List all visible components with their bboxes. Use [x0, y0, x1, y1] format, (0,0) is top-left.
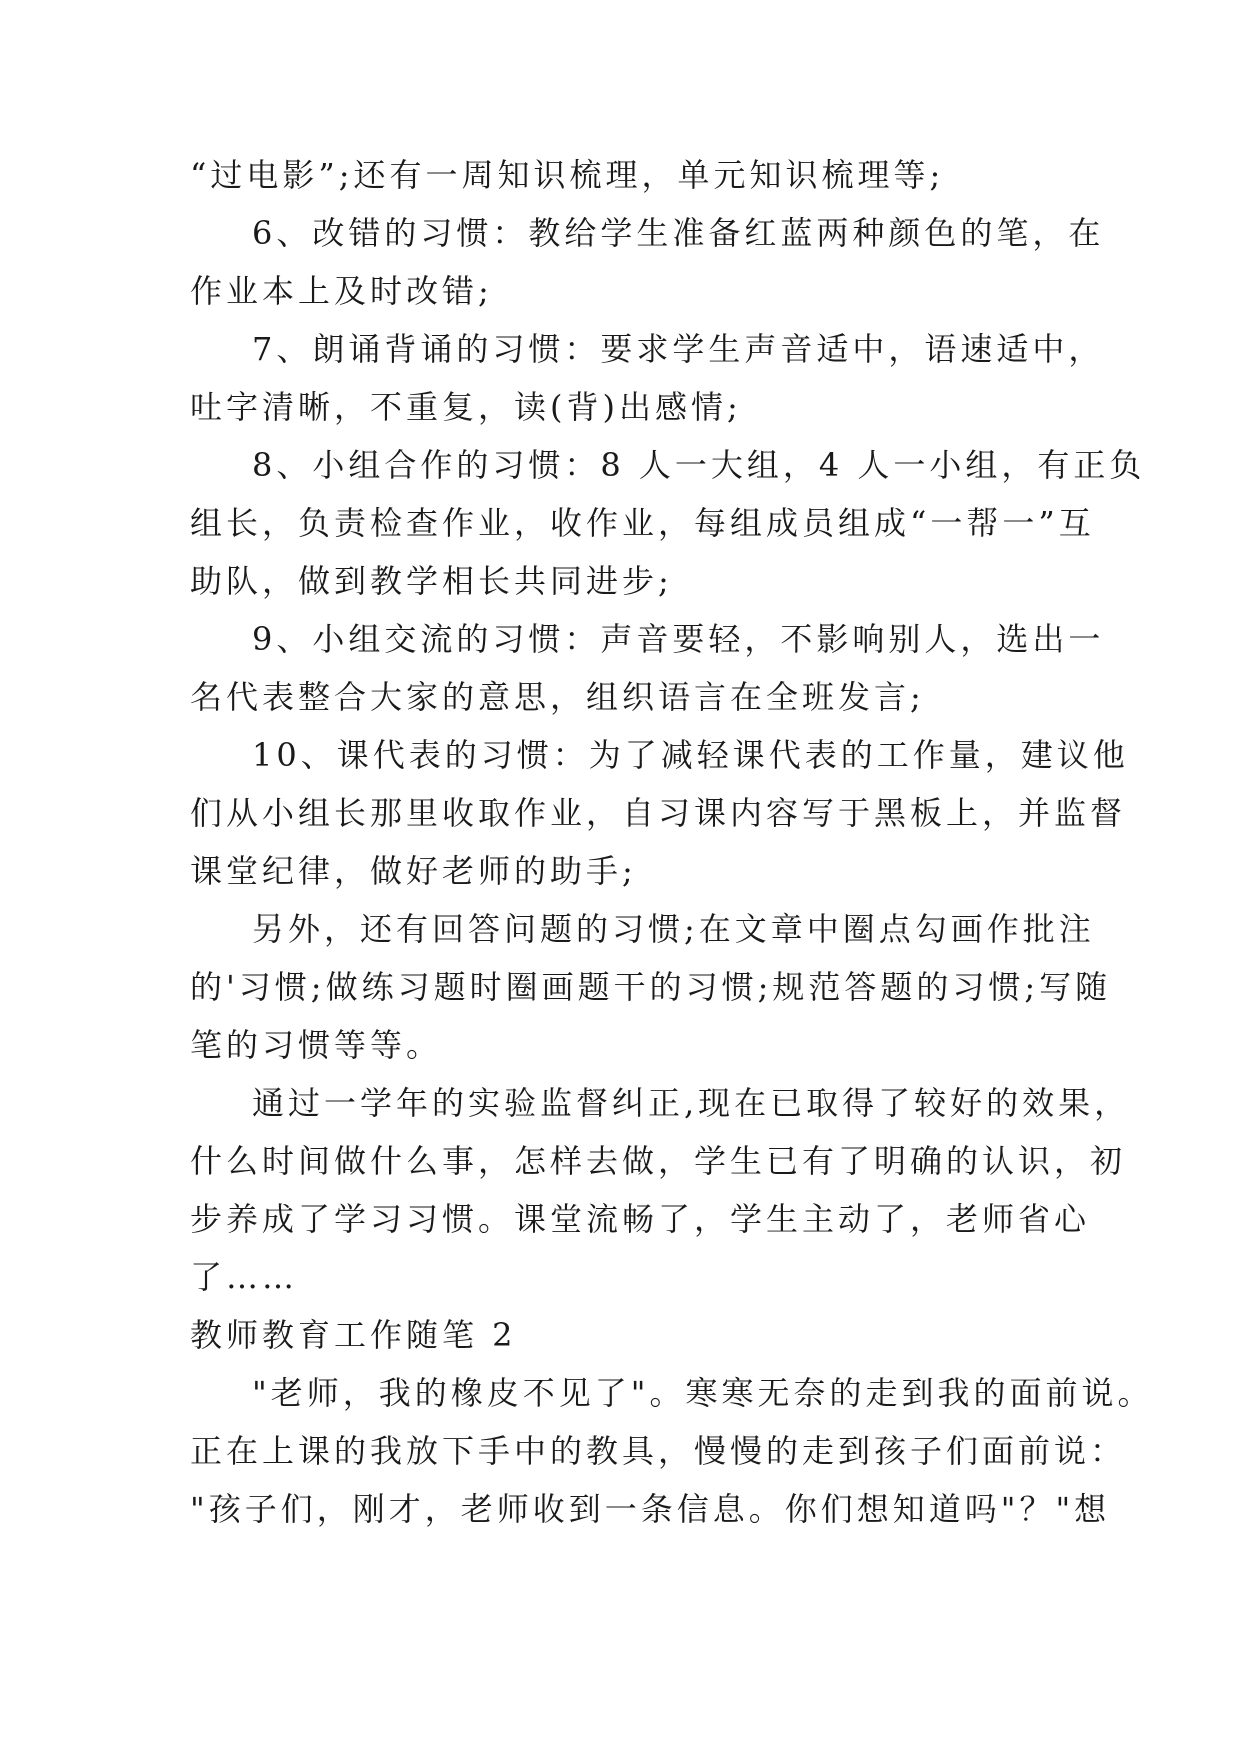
text-line: 名代表整合大家的意思，组织语言在全班发言;	[190, 678, 925, 716]
text-line: 8、小组合作的习惯：8 人一大组，4 人一小组，有正负	[252, 446, 1146, 484]
text-line: 7、朗诵背诵的习惯：要求学生声音适中，语速适中，	[252, 330, 1105, 368]
text-line: 的'习惯;做练习题时圈画题干的习惯;规范答题的习惯;写随	[190, 968, 1112, 1006]
text-line: 什么时间做什么事，怎样去做，学生已有了明确的认识，初	[190, 1142, 1127, 1180]
text-line: 课堂纪律，做好老师的助手;	[190, 852, 637, 890]
text-line: 通过一学年的实验监督纠正,现在已取得了较好的效果，	[252, 1084, 1131, 1122]
text-line: 助队，做到教学相长共同进步;	[190, 562, 673, 600]
text-line: "老师，我的橡皮不见了"。寒寒无奈的走到我的面前说。	[252, 1374, 1154, 1412]
text-line: “过电影”;还有一周知识梳理，单元知识梳理等;	[190, 156, 945, 194]
text-line: "孩子们，刚才，老师收到一条信息。你们想知道吗"？"想	[190, 1490, 1111, 1528]
text-line: 步养成了学习习惯。课堂流畅了，学生主动了，老师省心	[190, 1200, 1091, 1238]
section-heading: 教师教育工作随笔 2	[190, 1316, 517, 1354]
text-line: 组长，负责检查作业，收作业，每组成员组成“一帮一”互	[190, 504, 1095, 542]
text-line: 吐字清晰，不重复，读(背)出感情;	[190, 388, 742, 426]
text-line: 另外，还有回答问题的习惯;在文章中圈点勾画作批注	[252, 910, 1095, 948]
text-line: 6、改错的习惯：教给学生准备红蓝两种颜色的笔，在	[252, 214, 1105, 252]
text-line: 笔的习惯等等。	[190, 1026, 443, 1064]
text-line: 了……	[190, 1258, 299, 1296]
text-line: 作业本上及时改错;	[190, 272, 493, 310]
text-line: 们从小组长那里收取作业，自习课内容写于黑板上，并监督	[190, 794, 1127, 832]
document-body	[190, 155, 1154, 1547]
text-line: 正在上课的我放下手中的教具，慢慢的走到孩子们面前说：	[190, 1432, 1127, 1470]
text-line: 10、课代表的习惯：为了减轻课代表的工作量，建议他	[252, 736, 1129, 774]
text-line: 9、小组交流的习惯：声音要轻，不影响别人，选出一	[252, 620, 1105, 658]
